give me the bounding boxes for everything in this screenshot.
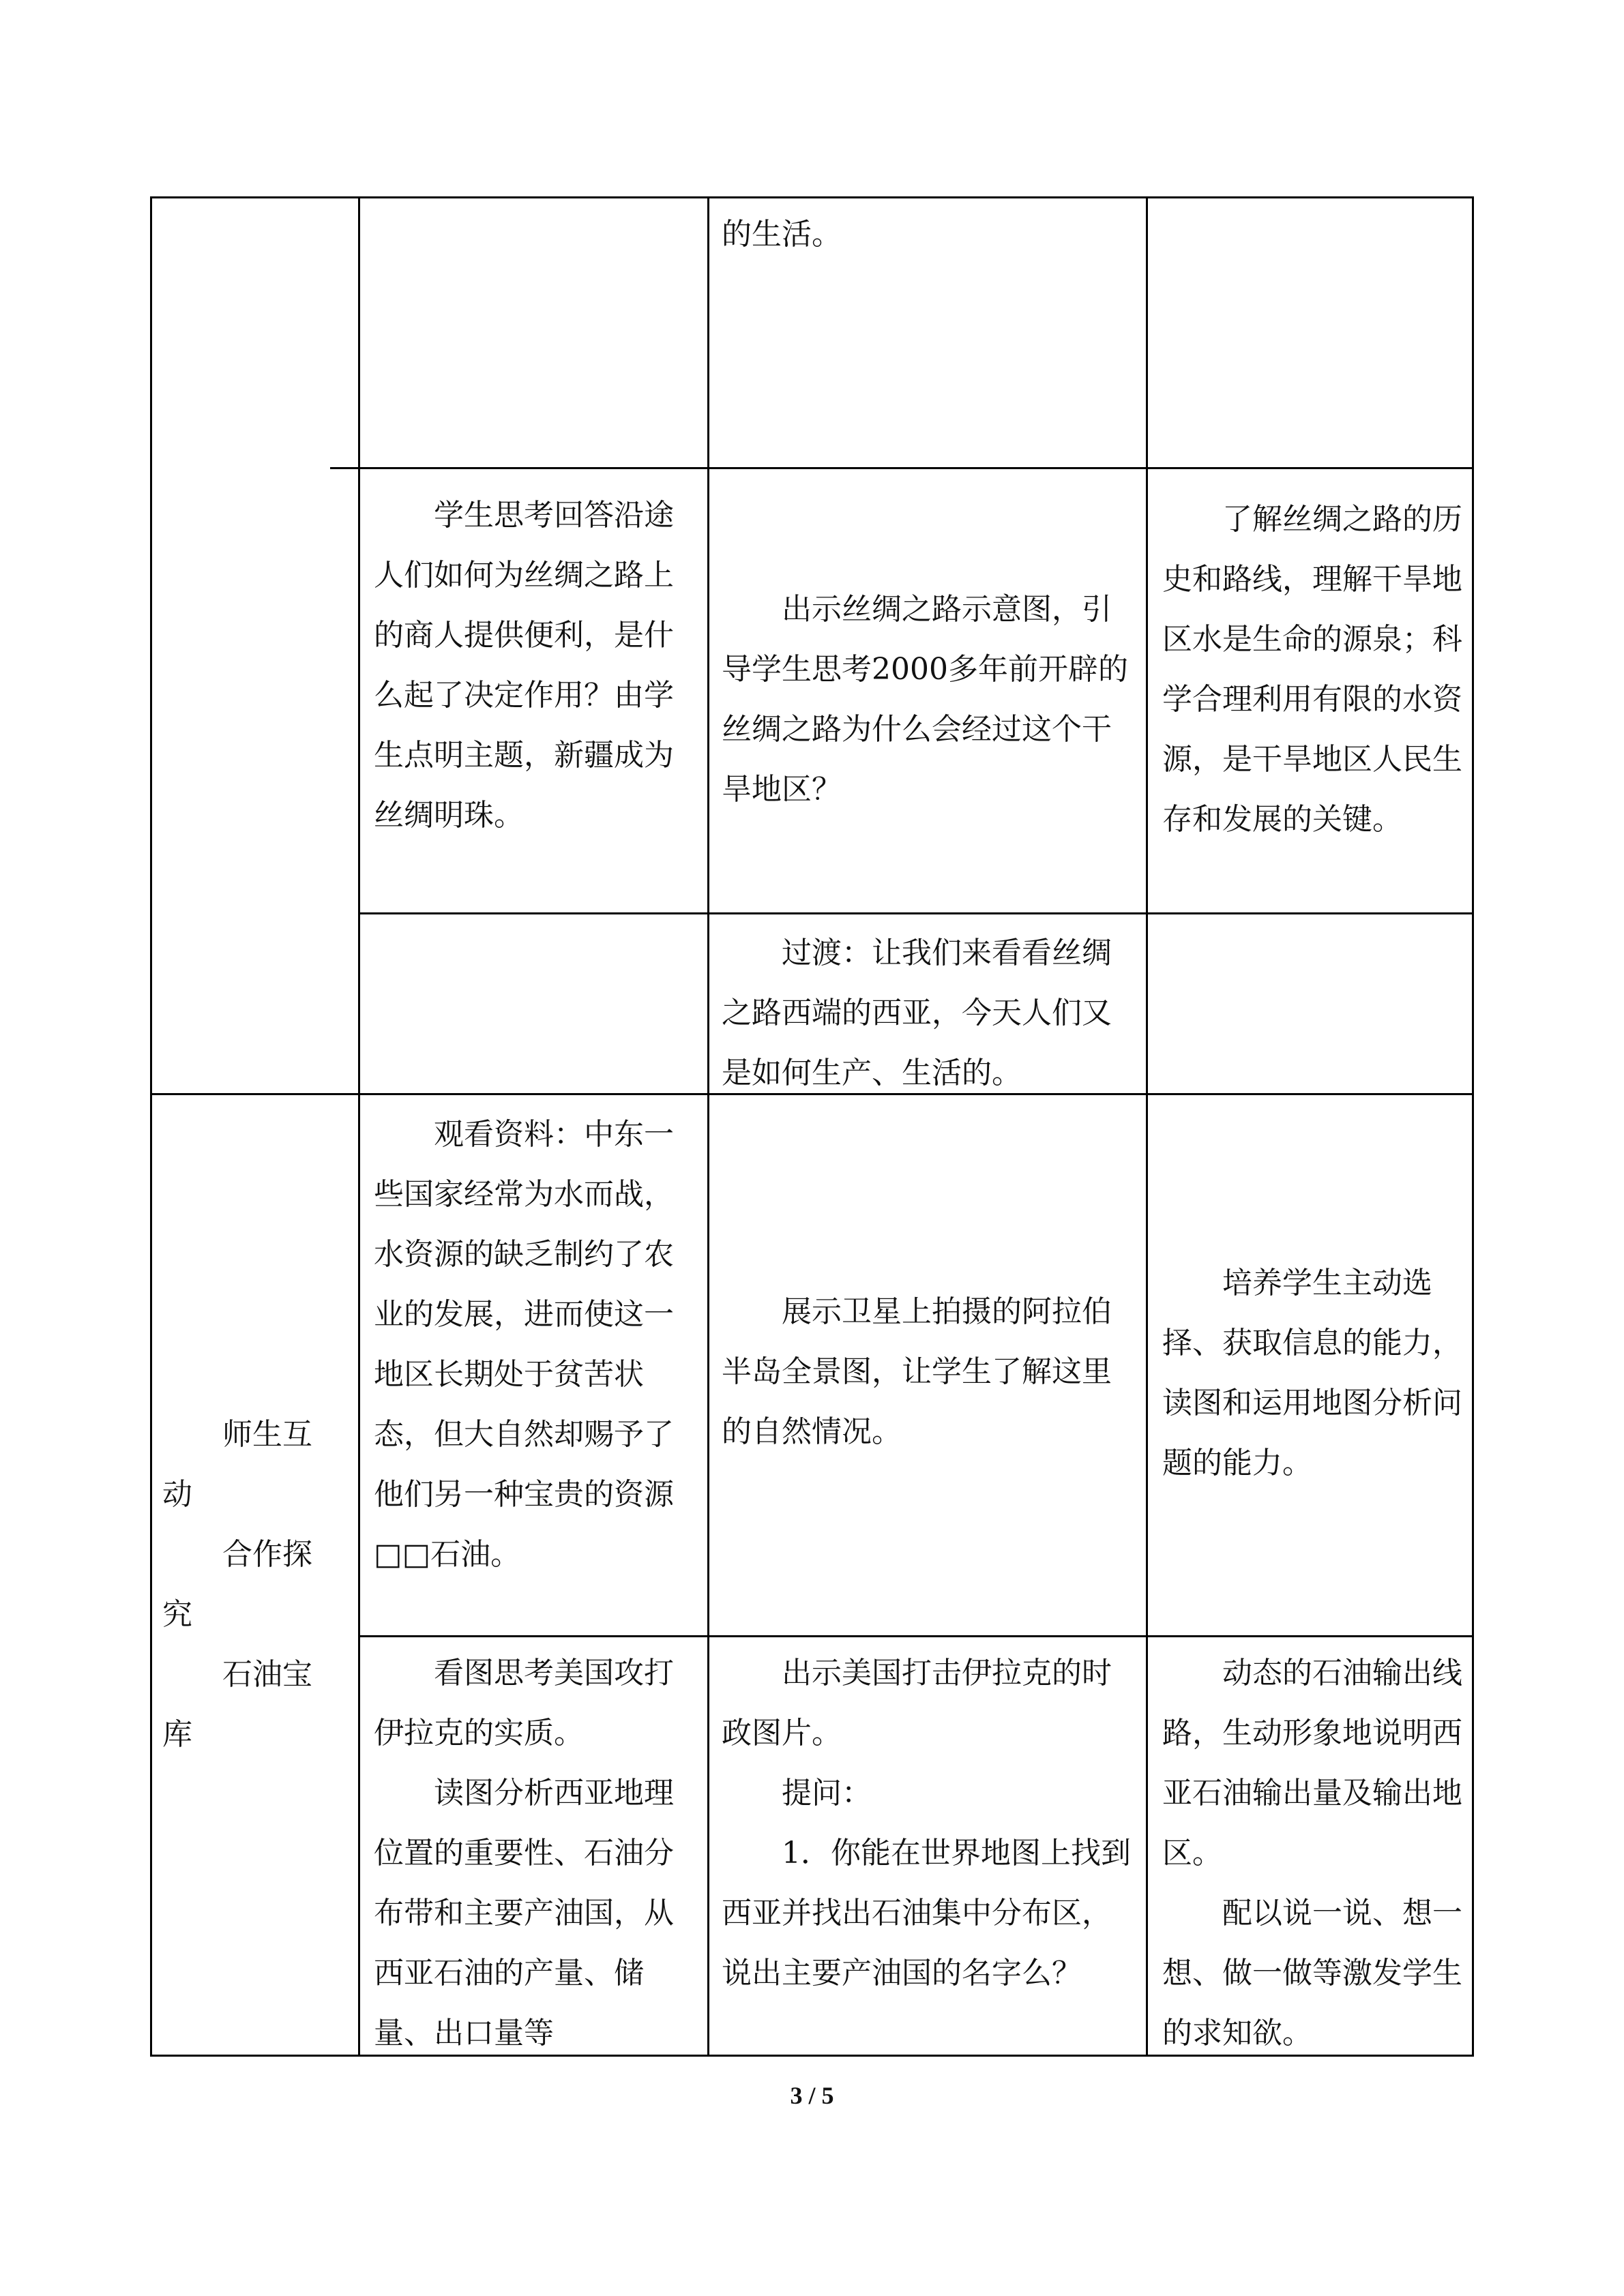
row5-teacher-p3: 1．你能在世界地图上找到西亚并找出石油集中分布区，说出主要产油国的名字么？ — [722, 1836, 1131, 1991]
row5-purpose-cell — [1162, 1643, 1462, 2063]
row3-teacher-text: 过渡：让我们来看看丝绸之路西端的西亚，今天人们又是如何生产、生活的。 — [722, 936, 1112, 1090]
row5-student-p1: 看图思考美国攻打伊拉克的实质。 — [374, 1656, 674, 1750]
section-label-line5: 石油宝 — [222, 1657, 312, 1692]
row2-teacher-cell — [722, 580, 1134, 820]
row5-purpose-p2: 配以说一说、想一想、做一做等激发学生的求知欲。 — [1162, 1896, 1462, 2051]
row4-teacher-text: 展示卫星上拍摄的阿拉伯半岛全景图，让学生了解这里的自然情况。 — [722, 1294, 1112, 1449]
table-divider-col1 — [358, 196, 360, 2057]
row-divider-1 — [358, 467, 1474, 469]
row5-teacher-cell — [722, 1643, 1134, 2003]
row5-student-cell — [374, 1643, 674, 2063]
row4-student-cell — [374, 1105, 674, 1585]
table-border-left — [150, 196, 152, 2057]
table-border-right — [1472, 196, 1474, 2057]
row2-purpose-cell — [1162, 490, 1462, 850]
section-label-line3: 合作探 — [222, 1537, 312, 1572]
row1-teacher-text: 的生活。 — [722, 217, 842, 252]
row1-teacher-cell — [722, 205, 1134, 265]
row2-student-text: 学生思考回答沿途人们如何为丝绸之路上的商人提供便利，是什么起了决定作用？由学生点明主题，新疆成为丝绸明珠。 — [374, 498, 674, 833]
row5-teacher-p1: 出示美国打击伊拉克的时政图片。 — [722, 1656, 1112, 1750]
row-divider-4 — [358, 1635, 1474, 1637]
section-label-line2: 动 — [162, 1477, 192, 1512]
row5-teacher-p2: 提问： — [782, 1776, 872, 1810]
row4-teacher-cell — [722, 1282, 1134, 1462]
row2-student-cell — [374, 486, 674, 846]
table-divider-col3 — [1146, 196, 1148, 2057]
row5-student-p2: 读图分析西亚地理位置的重要性、石油分布带和主要产油国，从西亚石油的产量、储量、出口量等 — [374, 1776, 674, 2051]
row3-teacher-cell — [722, 923, 1134, 1103]
row2-teacher-text: 出示丝绸之路示意图，引导学生思考2000多年前开辟的丝绸之路为什么会经过这个干旱地区？ — [722, 592, 1128, 807]
table-border-top — [150, 196, 1474, 198]
row2-purpose-text: 了解丝绸之路的历史和路线，理解干旱地区水是生命的源泉；科学合理利用有限的水资源，是干旱地区人民生存和发展的关键。 — [1162, 502, 1462, 837]
row5-purpose-p1: 动态的石油输出线路，生动形象地说明西亚石油输出量及输出地区。 — [1162, 1656, 1462, 1870]
table-divider-col2 — [707, 196, 709, 2057]
section-label-line1: 师生互 — [222, 1417, 312, 1452]
row4-student-text: 观看资料：中东一些国家经常为水而战，水资源的缺乏制约了农业的发展，进而使这一地区长期处于贫苦状态，但大自然却赐予了他们另一种宝贵的资源□□石油。 — [374, 1117, 674, 1572]
row4-purpose-text: 培养学生主动选择、获取信息的能力，读图和运用地图分析问题的能力。 — [1162, 1266, 1462, 1480]
section-label-line4: 究 — [162, 1597, 192, 1632]
row-divider-2 — [358, 912, 1474, 914]
section-label-line6: 库 — [162, 1717, 192, 1752]
section-label-cell — [162, 1405, 353, 1765]
row4-purpose-cell — [1162, 1253, 1462, 1493]
page-number: 3 / 5 — [790, 2082, 834, 2109]
